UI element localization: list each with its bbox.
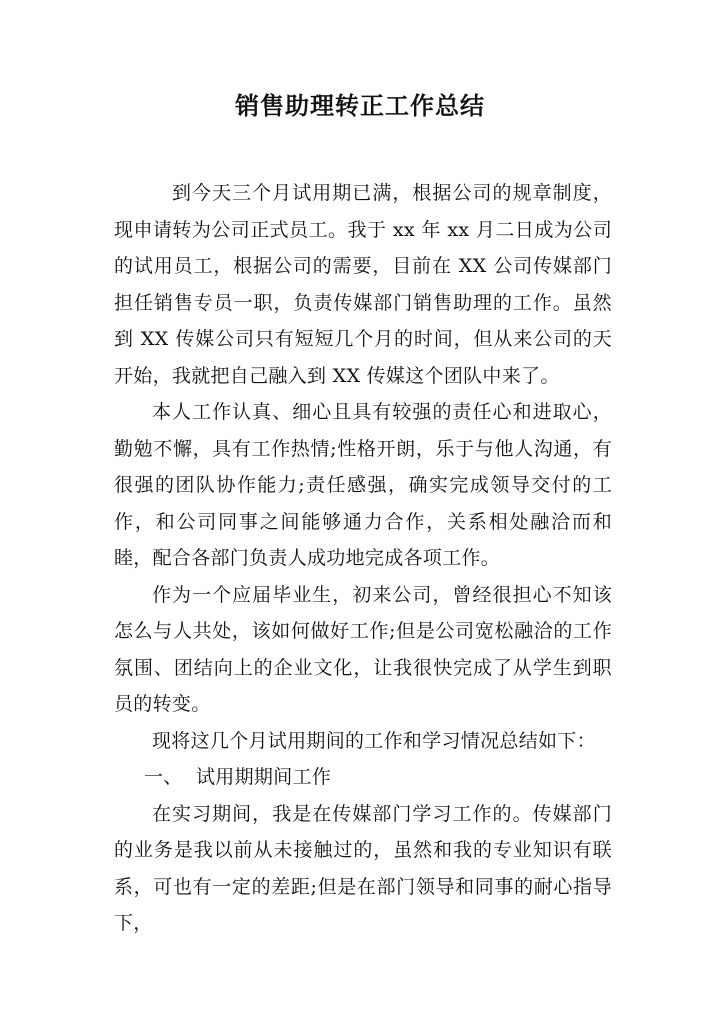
paragraph-intro: 到今天三个月试用期已满，根据公司的规章制度，现申请转为公司正式员工。我于 xx 年 xx 月二日成为公司的试用员工，根据公司的需要，目前在 XX 公司传媒部门担任销售专员一职，负责传媒部门销售助理的工作。虽然到 XX 传媒公司只有短短几个月的时间，但从来公司的天开始，我就把自己融入到 XX 传媒这个团队中来了。 bbox=[114, 182, 612, 387]
paragraph-graduate: 作为一个应届毕业生，初来公司，曾经很担心不知该怎么与人共处，该如何做好工作;但是公司宽松融洽的工作氛围、团结向上的企业文化，让我很快完成了从学生到职员的转变。 bbox=[114, 583, 612, 715]
section-title: 试用期期间工作 bbox=[196, 766, 332, 788]
document-body bbox=[114, 175, 612, 942]
paragraph-self-evaluation: 本人工作认真、细心且具有较强的责任心和进取心，勤勉不懈，具有工作热情;性格开朗，乐于与他人沟通，有很强的团队协作能力;责任感强，确实完成领导交付的工作，和公司同事之间能够通力合作，关系相处融洽而和睦，配合各部门负责人成功地完成各项工作。 bbox=[114, 401, 612, 569]
section-heading-1 bbox=[114, 759, 612, 796]
document-title: 销售助理转正工作总结 bbox=[235, 92, 485, 120]
paragraph-summary-intro: 现将这几个月试用期间的工作和学习情况总结如下： bbox=[152, 729, 596, 752]
section-number: 一、 bbox=[144, 766, 183, 788]
paragraph-internship: 在实习期间，我是在传媒部门学习工作的。传媒部门的业务是我以前从未接触过的，虽然和我的专业知识有联系，可也有一定的差距;但是在部门领导和同事的耐心指导下， bbox=[114, 802, 612, 934]
